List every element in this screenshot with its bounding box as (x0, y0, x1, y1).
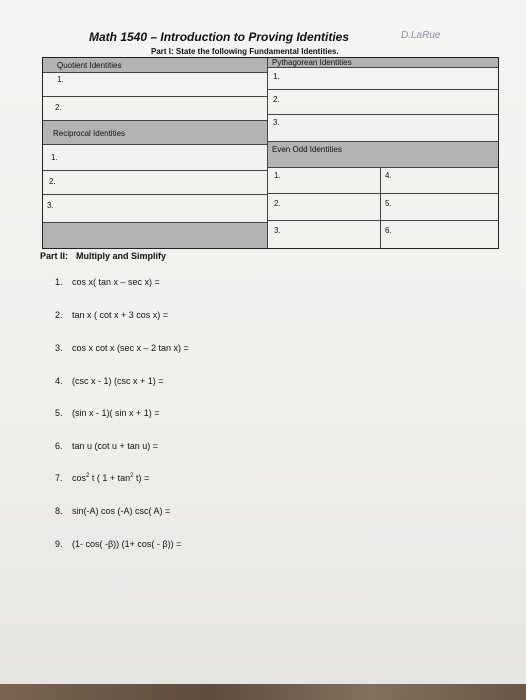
exponent: 2 (86, 473, 90, 479)
pythagorean-item-2: 2. (273, 95, 280, 104)
even-odd-row-2-left (268, 194, 381, 221)
quotient-header: Quotient Identities (57, 61, 122, 70)
problem-expression-a: cos (72, 473, 87, 483)
problem-4 (55, 376, 164, 386)
part2-title: Multiply and Simplify (76, 251, 167, 261)
pythagorean-header-cell (268, 58, 498, 68)
problem-expression-b: t ( 1 + tan (89, 473, 131, 483)
quotient-item-2: 2. (55, 103, 62, 112)
exponent: 2 (130, 473, 134, 479)
left-bottom-shaded-cell (43, 223, 268, 248)
part2-heading (40, 251, 166, 261)
reciprocal-row-3 (43, 195, 268, 223)
even-odd-row-1-left (268, 168, 381, 194)
quotient-header-cell (43, 58, 268, 73)
quotient-row-2 (43, 97, 268, 121)
reciprocal-item-3: 3. (47, 201, 54, 210)
reciprocal-header-cell (43, 121, 268, 145)
part1-heading: Part I: State the following Fundamental Identities. (151, 47, 339, 56)
problem-number: 3. (55, 343, 63, 353)
problem-expression: tan x ( cot x + 3 cos x) = (72, 310, 169, 320)
pythagorean-item-1: 1. (273, 72, 280, 81)
problem-number: 4. (55, 376, 63, 386)
pythagorean-header: Pythagorean Identities (272, 58, 352, 67)
problem-9 (55, 539, 181, 549)
even-odd-item-2: 2. (274, 199, 281, 208)
problem-number: 8. (55, 506, 63, 516)
even-odd-item-4: 4. (385, 171, 392, 180)
even-odd-row-1-right (381, 168, 498, 194)
problem-expression: cos x cot x (sec x – 2 tan x) = (72, 343, 189, 353)
problem-expression: cos x( tan x – sec x) = (72, 277, 160, 287)
pythagorean-row-1 (268, 68, 498, 90)
reciprocal-row-2 (43, 171, 268, 195)
problem-number: 5. (55, 408, 63, 418)
reciprocal-item-1: 1. (51, 153, 58, 162)
problem-6 (55, 441, 158, 451)
problem-number: 7. (55, 473, 63, 483)
problem-1 (55, 277, 160, 287)
problem-expression-c: t) = (133, 473, 150, 483)
problem-expression: (1- cos( -β)) (1+ cos( - β)) = (72, 539, 182, 549)
pythagorean-row-2 (268, 90, 498, 115)
quotient-item-1: 1. (57, 75, 64, 84)
reciprocal-header: Reciprocal Identities (53, 129, 126, 138)
problem-expression: sin(-A) cos (-A) csc( A) = (72, 506, 171, 516)
problem-3 (55, 343, 189, 353)
even-odd-item-5: 5. (385, 199, 392, 208)
reciprocal-row-1 (43, 145, 268, 171)
even-odd-item-3: 3. (274, 226, 281, 235)
problem-5 (55, 408, 160, 418)
pythagorean-item-3: 3. (273, 118, 280, 127)
problem-number: 2. (55, 310, 63, 320)
even-odd-header: Even Odd Identities (272, 145, 342, 154)
author-name: D.LaRue (401, 30, 441, 41)
quotient-row-1 (43, 73, 268, 97)
problem-2 (55, 310, 168, 320)
reciprocal-item-2: 2. (49, 177, 56, 186)
pythagorean-row-3 (268, 115, 498, 142)
even-odd-item-6: 6. (385, 226, 392, 235)
problem-number: 6. (55, 441, 63, 451)
problem-8 (55, 506, 170, 516)
even-odd-row-3-left (268, 221, 381, 248)
problem-number: 9. (55, 539, 63, 549)
part2-label: Part II: (40, 251, 69, 261)
problem-expression: tan u (cot u + tan u) = (72, 441, 159, 451)
problem-7 (55, 473, 149, 483)
even-odd-item-1: 1. (274, 171, 281, 180)
desk-surface (0, 684, 526, 700)
problem-expression: (csc x - 1) (csc x + 1) = (72, 376, 164, 386)
even-odd-row-2-right (381, 194, 498, 221)
worksheet-title: Math 1540 – Introduction to Proving Identities (89, 30, 350, 44)
problem-expression: (sin x - 1)( sin x + 1) = (72, 408, 160, 418)
even-odd-row-3-right (381, 221, 498, 248)
even-odd-header-cell (268, 142, 498, 168)
identities-table (42, 57, 499, 249)
problem-number: 1. (55, 277, 63, 287)
